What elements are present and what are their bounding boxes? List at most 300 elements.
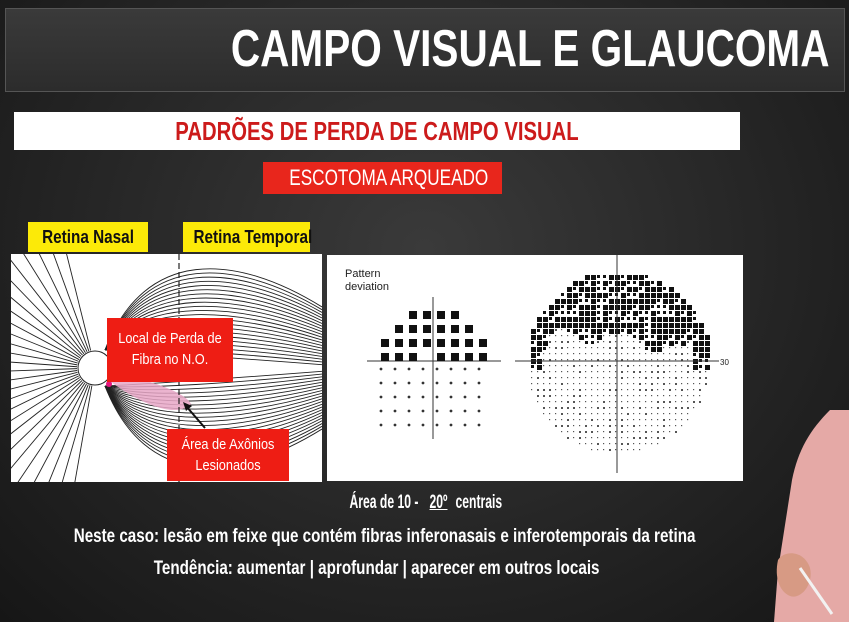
gs-stipple (645, 323, 648, 326)
gs-stipple (591, 359, 592, 360)
gs-stipple (591, 425, 592, 426)
gs-stipple (603, 383, 604, 384)
gs-stipple (603, 323, 608, 328)
gs-stipple (633, 329, 636, 332)
gs-stipple (531, 347, 536, 352)
gs-stipple (567, 287, 572, 292)
gs-stipple (561, 293, 564, 296)
gs-stipple (543, 329, 548, 334)
gs-stipple (585, 305, 590, 310)
pd-dot (450, 382, 453, 385)
gs-stipple (591, 347, 592, 348)
label-retina-nasal (28, 222, 148, 252)
pd-dot (408, 424, 411, 427)
pd-defect-square (465, 339, 473, 347)
gs-stipple (681, 347, 682, 348)
gs-stipple (621, 383, 622, 384)
pd-dot (408, 410, 411, 413)
gs-stipple (645, 413, 647, 415)
gs-stipple (693, 347, 698, 352)
gs-stipple (675, 425, 676, 426)
gs-stipple (603, 443, 604, 444)
gs-stipple (567, 359, 568, 360)
gs-stipple (657, 329, 662, 334)
gs-stipple (585, 299, 588, 302)
gs-stipple (657, 317, 662, 322)
nerve-fiber (11, 254, 85, 353)
pd-dot (464, 396, 467, 399)
gs-stipple (591, 419, 593, 421)
greyscale-field (531, 275, 710, 451)
gs-stipple (669, 311, 672, 314)
pd-defect-square (395, 353, 403, 361)
gs-stipple (627, 359, 628, 360)
gs-stipple (561, 299, 566, 304)
gs-stipple (555, 425, 557, 427)
gs-stipple (663, 299, 668, 304)
gs-stipple (633, 359, 634, 360)
gs-stipple (675, 353, 677, 355)
gs-stipple (621, 419, 623, 421)
gs-stipple (597, 431, 598, 432)
gs-stipple (591, 275, 596, 280)
gs-stipple (591, 293, 596, 298)
gs-stipple (597, 347, 598, 348)
gs-stipple (555, 395, 556, 396)
gs-stipple (609, 407, 610, 408)
gs-stipple (675, 419, 676, 420)
gs-stipple (573, 371, 574, 372)
gs-stipple (555, 323, 560, 328)
gs-stipple (669, 389, 671, 391)
gs-stipple (621, 329, 624, 332)
gs-stipple (633, 335, 636, 338)
gs-stipple (591, 341, 594, 344)
gs-stipple (609, 365, 611, 367)
gs-stipple (645, 365, 646, 366)
gs-stipple (573, 377, 574, 378)
gs-stipple (579, 335, 584, 340)
gs-stipple (597, 323, 602, 328)
pd-defect-squares (381, 311, 487, 361)
gs-stipple (663, 401, 665, 403)
gs-stipple (657, 407, 659, 409)
gs-stipple (567, 419, 569, 421)
gs-stipple (579, 365, 580, 366)
gs-stipple (597, 317, 600, 320)
gs-stipple (675, 401, 676, 402)
pd-defect-square (451, 325, 459, 333)
gs-stipple (585, 413, 586, 414)
gs-stipple (669, 371, 670, 372)
gs-stipple (663, 317, 668, 322)
gs-stipple (603, 335, 604, 336)
gs-stipple (663, 341, 666, 344)
gs-stipple (657, 293, 662, 298)
gs-stipple (543, 395, 545, 397)
gs-stipple (645, 401, 646, 402)
gs-stipple (687, 419, 688, 420)
pd-dot (450, 410, 453, 413)
gs-stipple (603, 293, 608, 298)
gs-stipple (669, 395, 670, 396)
gs-stipple (573, 407, 575, 409)
callout-fiber-loss-line2: Fibra no N.O. (131, 351, 209, 368)
gs-stipple (579, 443, 580, 444)
gs-stipple (621, 317, 624, 320)
gs-stipple (651, 353, 652, 354)
gs-stipple (567, 323, 572, 328)
gs-stipple (669, 317, 674, 322)
gs-stipple (627, 275, 632, 280)
gs-stipple (705, 383, 707, 385)
gs-stipple (597, 437, 598, 438)
gs-stipple (621, 347, 623, 349)
gs-stipple (627, 305, 632, 310)
gs-stipple (621, 449, 622, 450)
gs-stipple (639, 431, 640, 432)
gs-stipple (657, 413, 658, 414)
gs-stipple (675, 299, 678, 302)
gs-stipple (603, 287, 606, 290)
gs-stipple (633, 317, 636, 320)
gs-stipple (669, 293, 674, 298)
gs-stipple (633, 299, 638, 304)
gs-stipple (621, 395, 622, 396)
gs-stipple (627, 353, 628, 354)
gs-stipple (627, 401, 628, 402)
gs-stipple (561, 365, 562, 366)
gs-stipple (639, 449, 640, 450)
callout-fiber-loss (107, 318, 233, 382)
nerve-fiber (11, 340, 77, 365)
gs-stipple (663, 329, 668, 334)
gs-stipple (639, 401, 640, 402)
gs-stipple (531, 365, 534, 368)
gs-stipple (603, 371, 604, 372)
gs-stipple (639, 383, 641, 385)
gs-stipple (627, 287, 632, 292)
gs-stipple (675, 335, 680, 340)
gs-stipple (585, 281, 588, 284)
gs-stipple (639, 317, 644, 322)
gs-stipple (663, 305, 666, 308)
gs-stipple (687, 359, 688, 360)
gs-stipple (603, 359, 604, 360)
gs-stipple (633, 383, 634, 384)
gs-stipple (555, 341, 556, 342)
gs-stipple (573, 383, 574, 384)
gs-stipple (633, 431, 634, 432)
gs-stipple (567, 341, 569, 343)
visual-field-charts (327, 255, 743, 481)
gs-stipple (591, 365, 593, 367)
gs-stipple (585, 275, 590, 280)
gs-stipple (699, 383, 700, 384)
gs-stipple (645, 305, 650, 310)
gs-stipple (597, 389, 598, 390)
visual-field-illustration (327, 255, 743, 481)
gs-stipple (627, 407, 628, 408)
pd-dot (380, 382, 383, 385)
gs-stipple (633, 365, 634, 366)
gs-stipple (627, 431, 628, 432)
gs-stipple (639, 371, 641, 373)
gs-stipple (585, 383, 586, 384)
gs-stipple (579, 341, 580, 342)
pd-dot (436, 382, 439, 385)
gs-stipple (609, 425, 611, 427)
gs-stipple (675, 371, 676, 372)
gs-stipple (573, 329, 578, 334)
gs-stipple (597, 311, 600, 314)
gs-stipple (687, 305, 692, 310)
gs-stipple (669, 413, 670, 414)
gs-stipple (609, 377, 610, 378)
gs-stipple (699, 341, 704, 346)
gs-stipple (663, 389, 664, 390)
gs-stipple (537, 347, 542, 352)
gs-stipple (687, 317, 692, 322)
gs-stipple (621, 341, 622, 342)
gs-stipple (555, 347, 557, 349)
gs-stipple (543, 377, 544, 378)
gs-stipple (573, 287, 576, 290)
gs-stipple (561, 377, 562, 378)
gs-stipple (675, 383, 677, 385)
gs-stipple (537, 377, 539, 379)
gs-stipple (645, 419, 646, 420)
gs-stipple (681, 329, 686, 334)
gs-stipple (609, 305, 614, 310)
gs-stipple (657, 401, 659, 403)
gs-stipple (609, 281, 612, 284)
gs-stipple (597, 275, 600, 278)
gs-stipple (561, 335, 562, 336)
gs-stipple (603, 431, 604, 432)
nerve-fiber (67, 386, 92, 482)
gs-stipple (633, 413, 634, 414)
caption-area-suffix: centrais (455, 492, 503, 513)
gs-stipple (705, 371, 706, 372)
pd-defect-square (423, 339, 431, 347)
gs-stipple (663, 395, 664, 396)
gs-stipple (585, 419, 586, 420)
presenter-figure (770, 410, 849, 622)
gs-stipple (603, 365, 604, 366)
gs-stipple (537, 317, 542, 322)
gs-stipple (663, 311, 666, 314)
gs-stipple (579, 395, 581, 397)
gs-stipple (561, 317, 566, 322)
gs-stipple (663, 335, 668, 340)
gs-stipple (699, 353, 704, 358)
gs-stipple (621, 293, 626, 298)
gs-stipple (597, 281, 600, 284)
gs-stipple (681, 401, 682, 402)
gs-stipple (621, 371, 623, 373)
gs-stipple (669, 425, 670, 426)
gs-stipple (633, 281, 636, 284)
gs-stipple (567, 335, 568, 336)
gs-stipple (633, 401, 634, 402)
gs-stipple (561, 401, 562, 402)
gs-stipple (531, 389, 532, 390)
gs-stipple (645, 329, 648, 332)
gs-stipple (597, 371, 598, 372)
pd-dot (422, 382, 425, 385)
gs-stipple (585, 347, 586, 348)
gs-stipple (663, 407, 664, 408)
gs-stipple (675, 341, 678, 344)
gs-stipple (549, 389, 551, 391)
gs-stipple (639, 425, 640, 426)
gs-stipple (621, 287, 624, 290)
gs-stipple (567, 347, 568, 348)
gs-stipple (543, 341, 548, 346)
gs-stipple (579, 377, 580, 378)
gs-stipple (657, 425, 658, 426)
gs-stipple (627, 299, 632, 304)
gs-stipple (675, 329, 680, 334)
gs-stipple (627, 371, 628, 372)
gs-stipple (621, 353, 622, 354)
gs-stipple (561, 311, 564, 314)
gs-stipple (651, 317, 656, 322)
gs-stipple (609, 347, 611, 349)
gs-stipple (585, 293, 590, 298)
gs-stipple (663, 323, 668, 328)
gs-stipple (585, 311, 590, 316)
gs-stipple (609, 329, 614, 334)
gs-stipple (657, 299, 660, 302)
gs-stipple (657, 443, 658, 444)
gs-stipple (549, 383, 550, 384)
gs-stipple (555, 311, 558, 314)
gs-stipple (639, 281, 644, 286)
gs-stipple (651, 281, 654, 284)
gs-stipple (633, 275, 638, 280)
gs-stipple (579, 371, 581, 373)
gs-stipple (549, 377, 551, 379)
gs-stipple (603, 407, 605, 409)
gs-stipple (669, 359, 670, 360)
gs-stipple (645, 389, 647, 391)
gs-stipple (561, 413, 563, 415)
gs-stipple (645, 443, 646, 444)
pd-dot (394, 410, 397, 413)
gs-stipple (693, 335, 696, 338)
gs-stipple (663, 353, 664, 354)
gs-stipple (573, 335, 574, 336)
gs-stipple (615, 407, 616, 408)
gs-stipple (681, 371, 682, 372)
gs-stipple (585, 425, 587, 427)
gs-stipple (603, 401, 605, 403)
gs-stipple (633, 287, 638, 292)
gs-stipple (573, 419, 574, 420)
gs-stipple (561, 329, 562, 330)
gs-stipple (585, 359, 586, 360)
gs-stipple (639, 299, 644, 304)
gs-stipple (615, 413, 616, 414)
gs-stipple (615, 371, 616, 372)
pd-dot (464, 382, 467, 385)
gs-stipple (543, 311, 546, 314)
gs-stipple (615, 425, 616, 426)
gs-stipple (567, 389, 568, 390)
gs-stipple (621, 323, 626, 328)
gs-stipple (591, 371, 592, 372)
gs-stipple (597, 407, 599, 409)
gs-stipple (615, 401, 616, 402)
gs-stipple (591, 311, 596, 316)
gs-stipple (597, 395, 598, 396)
gs-stipple (693, 317, 696, 320)
gs-stipple (699, 335, 704, 340)
gs-stipple (621, 407, 623, 409)
gs-stipple (651, 287, 656, 292)
pattern-label-line1: Pattern (345, 268, 381, 280)
gs-stipple (651, 407, 652, 408)
pd-dot (478, 368, 481, 371)
gs-stipple (561, 425, 563, 427)
gs-stipple (645, 377, 647, 379)
nerve-fiber (51, 385, 90, 482)
gs-stipple (627, 341, 628, 342)
gs-stipple (627, 329, 632, 334)
gs-stipple (681, 323, 686, 328)
gs-stipple (615, 443, 616, 444)
gs-stipple (603, 437, 604, 438)
gs-stipple (603, 389, 604, 390)
pd-defect-square (451, 339, 459, 347)
gs-stipple (549, 371, 550, 372)
gs-stipple (693, 323, 698, 328)
gs-stipple (669, 365, 670, 366)
gs-stipple (603, 449, 604, 450)
gs-stipple (663, 383, 665, 385)
pd-defect-square (423, 311, 431, 319)
gs-stipple (657, 353, 658, 354)
pd-dot (422, 410, 425, 413)
gs-stipple (615, 449, 616, 450)
gs-stipple (591, 317, 596, 322)
gs-stipple (645, 359, 646, 360)
gs-stipple (627, 395, 628, 396)
gs-stipple (639, 437, 641, 439)
callout-axons-line1: Área de Axônios (181, 436, 275, 453)
gs-stipple (621, 425, 623, 427)
gs-stipple (573, 437, 574, 438)
gs-stipple (615, 383, 616, 384)
gs-stipple (603, 317, 608, 322)
pd-defect-square (409, 325, 417, 333)
gs-stipple (579, 425, 580, 426)
gs-stipple (657, 371, 659, 373)
gs-stipple (609, 401, 610, 402)
gs-stipple (681, 299, 686, 304)
gs-stipple (675, 365, 676, 366)
pd-dot (478, 424, 481, 427)
gs-stipple (555, 383, 556, 384)
gs-stipple (573, 353, 574, 354)
pd-dot (380, 368, 383, 371)
section-title: PADRÕES DE PERDA DE CAMPO VISUAL (175, 116, 579, 146)
gs-stipple (597, 299, 600, 302)
gs-stipple (651, 401, 652, 402)
gs-stipple (597, 335, 602, 340)
